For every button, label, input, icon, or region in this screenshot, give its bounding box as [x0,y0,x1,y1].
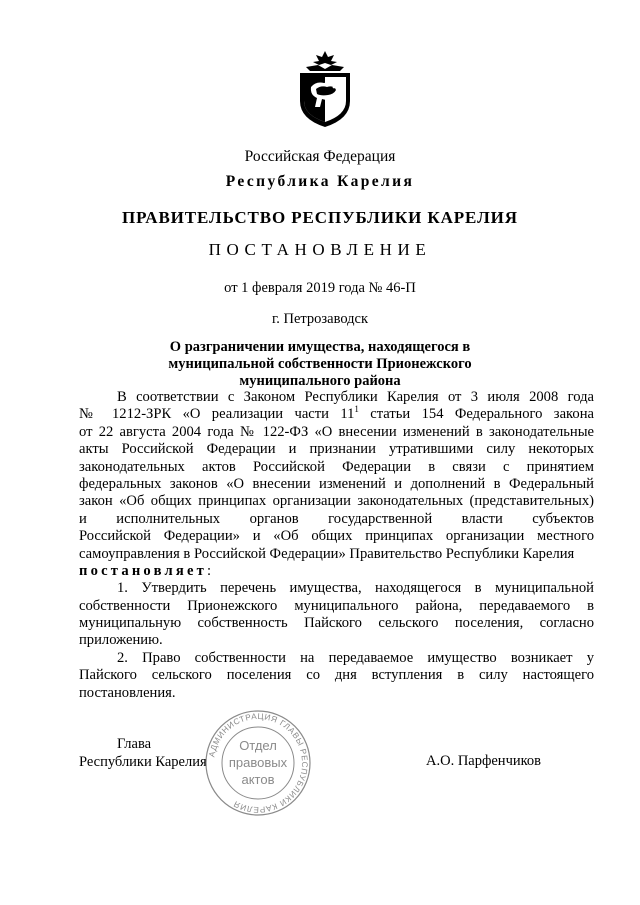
superscript: 1 [354,404,359,415]
city-name: г. Петрозаводск [271,311,369,327]
preamble-line: Российской Федерации» и «Об общих принципах организации местного [79,528,594,545]
item2-line: Пайского сельского поселения со дня вступления в силу настоящего [79,667,594,684]
preamble-line-part: № 1212-ЗРК «О реализации части 11 [79,406,355,423]
preamble-line: закон «Об общих принципах организации законодательных (представительных) [79,493,594,510]
country-name: Российская Федерация [244,148,396,165]
date-and-number: от 1 февраля 2019 года № 46-П [224,280,416,296]
signatory-title-line: Глава [117,736,152,752]
item2-line: постановления. [79,684,176,701]
signatory-name: А.О. Парфенчиков [426,753,542,769]
resolves-word: постановляет [79,562,207,579]
preamble-line: самоуправления в Российской Федерации» Правительство Республики Карелия [79,545,575,562]
signatory-title-line: Республики Карелия [79,754,207,770]
preamble-line: В соответствии с Законом Республики Карелия от 3 июля 2008 года [117,389,594,405]
legal-department-stamp [203,708,313,818]
stamp-center-line: правовых [228,755,288,770]
government-heading: ПРАВИТЕЛЬСТВО РЕСПУБЛИКИ КАРЕЛИЯ [122,208,518,227]
preamble-line [79,406,594,423]
document-title: О разграничении имущества, находящегося в муниципальной собственности Прионежского муниципального района [168,339,472,389]
stamp-center-line: актов [241,772,275,787]
resolves-colon: : [207,562,212,579]
document-type: ПОСТАНОВЛЕНИЕ [208,240,432,259]
resolves-line [79,563,594,580]
preamble-line: и исполнительных органов государственной власти субъектов [79,510,594,527]
stamp-center-line: Отдел [239,738,277,753]
item1-line: собственности Прионежского муниципального района, передаваемого в [79,597,594,614]
preamble-line: от 22 августа 2004 года № 122-ФЗ «О внесении изменений в законодательные [79,423,594,440]
item1-line: муниципальную собственность Пайского сельского поселения, согласно [79,615,594,632]
preamble-line-part: статьи 154 Федерального закона [358,406,594,423]
item2-line: 2. Право собственности на передаваемое имущество возникает у [117,649,594,666]
stamp-ring-text: АДМИНИСТРАЦИЯ ГЛАВЫ РЕСПУБЛИКИ КАРЕЛИЯ [207,711,310,815]
preamble-line: акты Российской Федерации и признании утратившими силу некоторых [79,441,594,458]
item1-line: приложению. [79,632,163,649]
preamble-line: законодательных актов Российской Федерации в связи с принятием [79,458,594,475]
preamble-paragraph [79,389,594,702]
signatory-title [79,735,207,771]
karelia-coat-of-arms-icon [294,49,356,129]
preamble-line: федеральных законов «О внесении изменений и дополнений в Федеральный [79,475,594,492]
item1-line: 1. Утвердить перечень имущества, находящегося в муниципальной [117,580,594,597]
republic-name: Республика Карелия [225,173,415,190]
